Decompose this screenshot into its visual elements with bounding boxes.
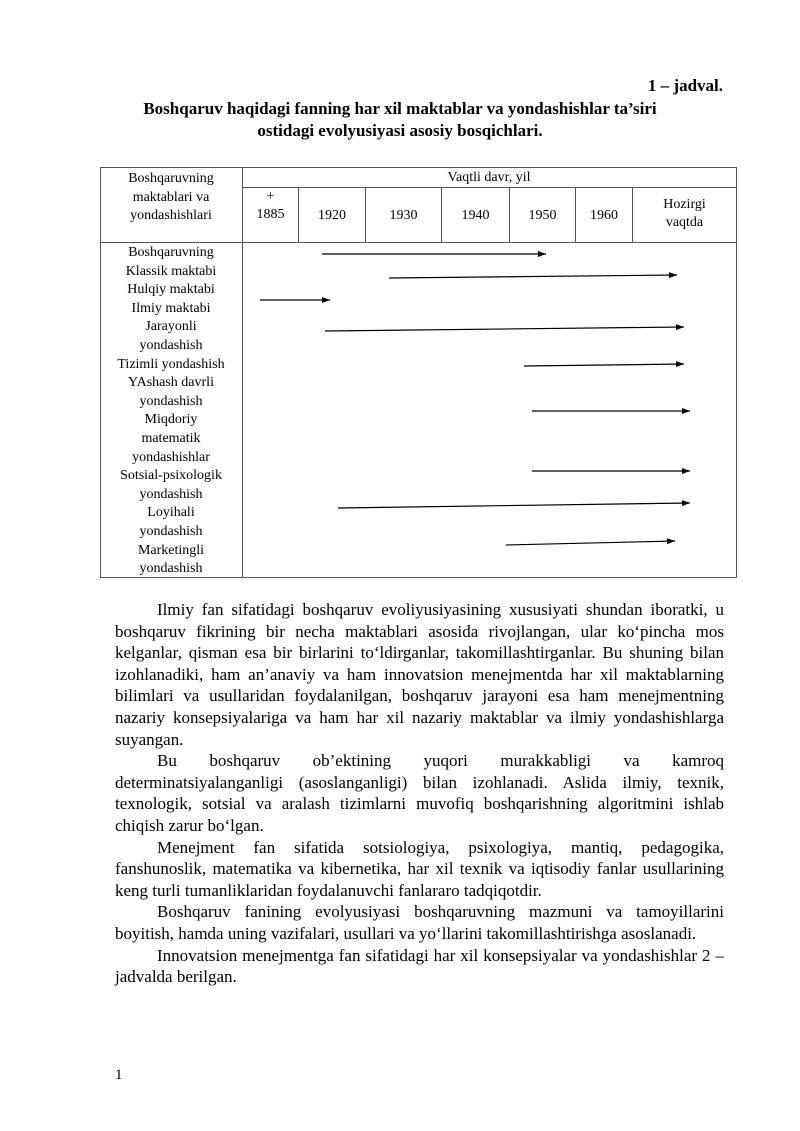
row-label-line: yondashish <box>139 393 203 409</box>
table-number: 1 – jadval. <box>647 76 723 95</box>
row-label-line: Loyihali <box>147 505 195 521</box>
paragraph: Menejment fan sifatida sotsiologiya, psixologiya, mantiq, pedagogika, fanshunoslik, matematika va kibernetika, har xil texnik va iqtisodiy fanlar usullarining keng turli tumanliklaridan foydalanuvchi fanlararo tadqiqotdir. <box>115 837 724 900</box>
column-header-line: Boshqaruvning <box>128 171 214 186</box>
column-header-line: maktablari va <box>132 189 210 205</box>
body-text <box>115 599 724 988</box>
paragraph: Innovatsion menejmentga fan sifatidagi har xil konsepsiyalar va yondashishlar 2 – jadvalda berilgan. <box>115 945 724 987</box>
row-label-line: Ilmiy maktabi <box>131 300 211 316</box>
column-header-line: yondashishlari <box>130 208 212 223</box>
row-label-line: Marketingli <box>137 542 205 558</box>
row-label-line: Hulqiy maktabi <box>127 282 215 298</box>
row-label-line: Jarayonli <box>145 319 197 335</box>
arrow-process-approach <box>325 327 684 331</box>
row-label-line: yondashish <box>139 337 203 353</box>
arrow-systems-approach <box>524 364 684 366</box>
arrow-socio-psychological-approach <box>338 503 690 508</box>
page-number: 1 <box>115 1067 123 1083</box>
row-label-line: Miqdoriy <box>144 412 198 428</box>
row-label-line: yondashish <box>139 523 203 539</box>
column-header-schools <box>100 170 242 226</box>
table-title-line-2: ostidagi evolyusiyasi asosiy bosqichlari. <box>257 121 543 140</box>
row-label-line: yondashishlar <box>132 449 210 465</box>
arrow-behavioral-school <box>389 275 677 278</box>
row-label-line: Klassik maktabi <box>125 263 217 279</box>
year-1940: 1940 <box>461 208 490 223</box>
year-1885: + 1885 <box>256 189 285 222</box>
row-label-line: matematik <box>141 430 201 446</box>
period-header: Vaqtli davr, yil <box>447 170 531 185</box>
row-label-line: YAshash davrli <box>128 375 214 391</box>
row-label-line: yondashish <box>139 561 203 577</box>
paragraph: Ilmiy fan sifatidagi boshqaruv evoliyusiyasining xususiyati shundan iboratki, u boshqaruv fikrining bir necha maktablari asosida rivojlangan, ular ko‘pincha mos kelganlar, qisman esa bir birlarini to‘ldirganlar, takomillashtirganlar. Bu shuning bilan izohlanadiki, ham an’anaviy va ham innovatsion menejmentda har xil maktablarning bilimlari va usullaridan foydalanilgan, boshqaruv jarayoni esa ham menejmentning nazariy konsepsiyalariga va ham har xil nazariy maktablar va ilmiy yondashishlarga suyangan. <box>115 600 724 749</box>
year-1960: 1960 <box>590 208 618 223</box>
year-1920: 1920 <box>318 208 346 223</box>
row-labels <box>100 244 242 579</box>
row-label-line: yondashish <box>139 486 203 502</box>
year-1930: 1930 <box>389 208 418 223</box>
year-1950: 1950 <box>528 208 557 223</box>
paragraph: Bu boshqaruv ob’ektining yuqori murakkabligi va kamroq determinatsiyalanganligi (asoslanganligi) bilan izohlanadi. Aslida ilmiy, texnik, texnologik, sotsial va aralash tizimlarni muvofiq boshqarishning algoritmini ishlab chiqish zarur bo‘lgan. <box>115 751 724 835</box>
table-title-line-1: Boshqaruv haqidagi fanning har xil maktablar va yondashishlar ta’siri <box>143 99 657 118</box>
row-label-line: Boshqaruvning <box>128 245 214 260</box>
row-label-line: Tizimli yondashish <box>117 356 225 372</box>
row-label-line: Sotsial-psixologik <box>120 468 222 484</box>
arrow-project-approach <box>506 541 675 545</box>
paragraph: Boshqaruv fanining evolyusiyasi boshqaruvning mazmuni va tamoyillarini boyitish, hamda uning vazifalari, usullari va yo‘llarini takomillashtirishga asoslanadi. <box>115 902 724 943</box>
year-present: Hozirgi vaqtda <box>663 197 706 230</box>
